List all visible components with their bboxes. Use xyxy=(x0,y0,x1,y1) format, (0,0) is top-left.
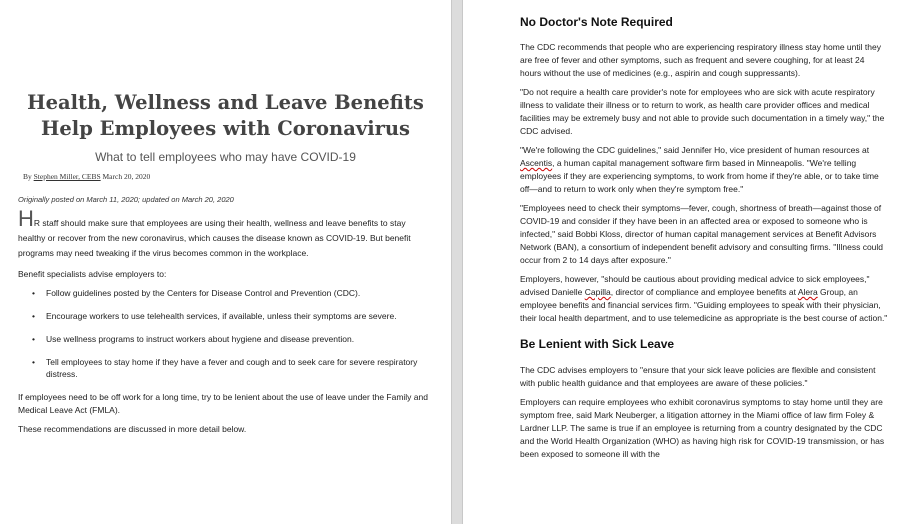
paragraph: The CDC recommends that people who are experiencing respiratory illness stay home until they are free of fever and other symptoms, such as frequent and severe coughing, for at least 24 hours without the use of medicines (e.g., aspirin and cough suppressants). xyxy=(520,42,881,78)
list-item xyxy=(28,310,433,322)
closing-paragraph: These recommendations are discussed in more detail below. xyxy=(18,424,247,434)
list-item-text: Tell employees to stay home if they have a fever and cough and to seek care for severe respiratory distress. xyxy=(46,357,418,379)
list-item xyxy=(28,356,433,380)
paragraph: "Do not require a health care provider's note for employees who are sick with acute respiratory illness to validate their illness or to return to work, as health care provider offices and medical facilities may be extremely busy and not able to provide such documentation in a timely way," the CDC advised. xyxy=(520,87,885,136)
page-gutter xyxy=(451,0,463,524)
advice-list xyxy=(18,287,433,380)
bullet-mark: • xyxy=(32,357,35,367)
byline xyxy=(23,172,433,181)
text-run: "We're following the CDC guidelines," said Jennifer Ho, vice president of human resources at xyxy=(520,145,870,155)
advise-intro: Benefit specialists advise employers to: xyxy=(18,269,167,279)
section-heading-doctors-note: No Doctor's Note Required xyxy=(520,15,673,29)
list-item xyxy=(28,287,433,299)
list-item-text: Follow guidelines posted by the Centers for Disease Control and Prevention (CDC). xyxy=(46,288,361,298)
text-run: Group, an employee benefits and financial services firm. "Guiding employees to speak with their physician, their local health department, and to use telemedicine as appropriate is the best course of action." xyxy=(520,287,888,323)
list-item-text: Encourage workers to use telehealth services, if available, unless their symptoms are severe. xyxy=(46,311,397,321)
posted-note: Originally posted on March 11, 2020; updated on March 20, 2020 xyxy=(18,195,234,204)
right-page xyxy=(463,0,906,524)
paragraph xyxy=(520,144,888,196)
byline-prefix: By xyxy=(23,172,32,181)
text-run: , a human capital management software firm based in Minneapolis. "We're telling employees if they are experiencing symptoms, to work from home if they're able, or to take time off—and to return to work only when they're symptom free." xyxy=(520,158,879,194)
bullet-mark: • xyxy=(32,311,35,321)
bullet-mark: • xyxy=(32,288,35,298)
article-title: Health, Wellness and Leave Benefits Help Employees with Coronavirus xyxy=(27,91,424,140)
author-link[interactable]: Stephen Miller, CEBS xyxy=(33,172,101,181)
paragraph: "Employees need to check their symptoms—fever, cough, shortness of breath—against those of COVID-19 and consider if they have been in an affected area or exposed to someone who is infected," said Bobbi Kloss, director of human capital management services at Benefit Advisors Network (BAN), a consortium of independent benefit advisory and consulting firms. "Illness could occur from 2 to 14 days after exposure." xyxy=(520,203,884,265)
spellcheck-word[interactable]: Ascentis xyxy=(520,158,553,168)
paragraph: The CDC advises employers to "ensure that your sick leave policies are flexible and consistent with public health guidance and that employees are aware of these policies." xyxy=(520,365,876,388)
text-run: Employers, however, "should be cautious about providing medical advice to sick employees," advised Danielle xyxy=(520,274,870,297)
bullet-mark: • xyxy=(32,334,35,344)
lead-paragraph xyxy=(18,206,433,261)
list-item xyxy=(28,333,433,345)
text-run: , director of compliance and employee benefits at xyxy=(610,287,798,297)
paragraph: Employers can require employees who exhibit coronavirus symptoms to stay home until they are symptom free, said Mark Neuberger, a litigation attorney in the Miami office of law firm Foley & Lardner LLP. The same is true if an employee is returning from a country designated by the CDC and the World Health Organization (WHO) as having high risk for COVID-19 transmission, or has been exposed to someone ill with the xyxy=(520,397,885,459)
section-heading-sick-leave: Be Lenient with Sick Leave xyxy=(520,337,675,351)
spellcheck-word[interactable]: Alera xyxy=(797,287,818,297)
article-subtitle: What to tell employees who may have COVID-19 xyxy=(95,150,356,164)
lead-text: R staff should make sure that employees are using their health, wellness and leave benefits to stay healthy or recover from the new coronavirus, which causes the disease known as COVID-19. But benefit programs may need tweaking if the virus becomes common in the workplace. xyxy=(18,218,411,258)
fmla-paragraph: If employees need to be off work for a long time, try to be lenient about the use of leave under the Family and Medical Leave Act (FMLA). xyxy=(18,392,428,415)
spellcheck-word[interactable]: Capilla xyxy=(584,287,611,297)
paragraph xyxy=(520,273,888,325)
drop-cap: H xyxy=(18,206,34,231)
byline-date: March 20, 2020 xyxy=(102,172,151,181)
list-item-text: Use wellness programs to instruct workers about hygiene and disease prevention. xyxy=(46,334,355,344)
left-page xyxy=(0,0,451,524)
